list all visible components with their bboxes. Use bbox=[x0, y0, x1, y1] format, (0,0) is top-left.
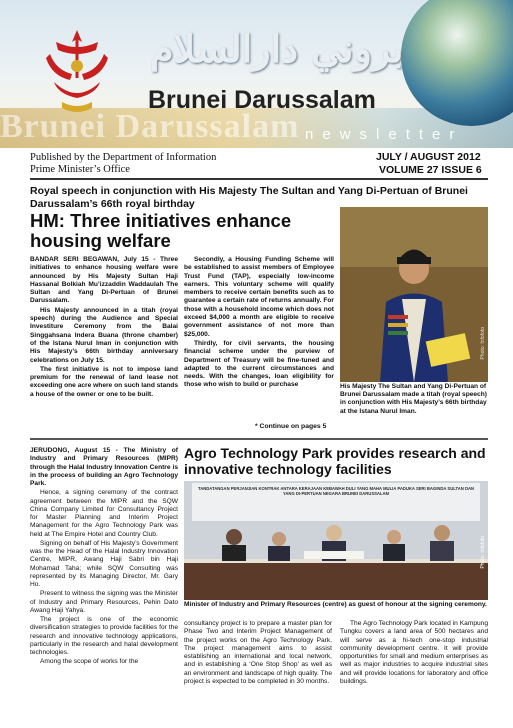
ghost-title: Brunei Darussalam bbox=[0, 108, 300, 145]
royal-portrait-photo bbox=[340, 207, 488, 382]
paragraph: Signing on behalf of His Majesty’s Government was the the Head of the Halal Industry Innovation Centre, MIPR, Awang Haji Sabri bin Haji Mohamad Taha; while SQW Consulting was represented by its Managing Director, Mr. Gary Ho. bbox=[30, 539, 178, 588]
paragraph: Among the scope of works for the bbox=[40, 658, 139, 666]
photo-credit: Photo: Infofoto bbox=[480, 327, 486, 360]
story2-column-2 bbox=[184, 620, 332, 687]
banner-text: TANDATANGAN PERJANJIAN KONTRAK ANTARA KERAJAAN KEBAWAH DULI YANG MAHA MULIA PADUKA SERI BAGINDA SULTAN DAN YANG DI-PERTUAN NEGARA BRUNEI DARUSSALAM bbox=[197, 486, 475, 497]
paragraph: consultancy project is to prepare a master plan for Phase Two and Interim Project Management of the project works on the Agro Technology Park. The project management aims to assist establishing an international and local network, and in establishing a ‘One Stop Shop’ as well as an environment and landscape of high quality. The project is expected to be completed in 30 months. bbox=[184, 620, 332, 686]
story1-column-1 bbox=[30, 256, 178, 400]
story1-column-2 bbox=[184, 256, 334, 391]
story2-column-3 bbox=[340, 620, 488, 687]
divider-rule bbox=[30, 438, 488, 440]
paragraph: Secondly, a Housing Funding Scheme will be established to assist members of Employee Trust Fund (TAP), especially low-income earners. This voluntary scheme will qualify members to receive certain benefits such as to guarantee a certain rate of returns annually. For those with a household income which does not exceed $4,000 a month are eligible to receive government assistance of not more than $25,000. bbox=[184, 256, 334, 338]
paragraph: The project is one of the economic diversification strategies to provide facilities for the research and innovative technology applications, particularly in the research and halal development technologies. bbox=[30, 616, 178, 656]
sultan-figure-icon bbox=[340, 207, 488, 382]
signing-scene-icon bbox=[184, 481, 488, 600]
continue-note: * Continue on pages 5 bbox=[255, 423, 327, 430]
photo-caption: Minister of Industry and Primary Resources (centre) as guest of honour at the signing ceremony. bbox=[184, 601, 487, 608]
dateline: JERUDONG, August 15 - The Ministry of Industry and Primary Resources (MIPR) through the Halal Industry Innovation Centre is in the process of building an Agro Technology Park. bbox=[30, 447, 178, 487]
volume-issue: VOLUME 27 ISSUE 6 bbox=[379, 164, 482, 176]
publisher-office: Prime Minister’s Office bbox=[30, 164, 130, 175]
paragraph: The Agro Technology Park located in Kampung Tungku covers a land area of 500 hectares and will serve as a hi-tech one-stop industrial community development centre. It will provide opportunities for small and medium enterprises as well as major industries to acquire industrial sites and will provide locations for laboratory and office buildings. bbox=[340, 620, 488, 686]
paragraph: Thirdly, for civil servants, the housing financial scheme under the purview of Department of Treasury will be fine-tuned and adapted to the current circumstances and needs. With the changes, loan eligibility for those who wish to build or purchase bbox=[184, 339, 334, 389]
photo-caption: His Majesty The Sultan and Yang Di-Pertuan of Brunei Darussalam made a titah (royal speech) in conjunction with His Majesty’s 66th birthday at the Istana Nurul Iman. bbox=[340, 383, 487, 415]
arabic-title: بروني دارالسلام bbox=[150, 26, 404, 71]
divider-rule bbox=[30, 178, 488, 180]
newsletter-label: newsletter bbox=[305, 126, 464, 143]
masthead bbox=[0, 0, 513, 148]
publisher-line: Published by the Department of Information bbox=[30, 152, 217, 163]
story-headline: HM: Three initiatives enhance housing welfare bbox=[30, 210, 292, 251]
paragraph: Present to witness the signing was the Minister of Industry and Primary Resources, Pehin Dato Awang Haji Yahya. bbox=[30, 590, 178, 614]
story-headline: Agro Technology Park provides research and innovative technology facilities bbox=[184, 445, 486, 477]
paragraph: Hence, a signing ceremony of the contract agreement between the MIPR and the SQW China Company Limited for Consultancy Project for Master Planning and Interim Project Management for the Agro Technology Park was held at The Empire Hotel and Country Club. bbox=[30, 489, 178, 538]
signing-ceremony-photo bbox=[184, 481, 488, 600]
paragraph: His Majesty announced in a titah (royal speech) during the Audience and Special Investiture Ceremony from the Balai Singgahsana Indera Buana (throne chamber) of the Istana Nurul Iman in conjunction with His Majesty’s 66th birthday anniversary celebrations on July 15. bbox=[30, 306, 178, 364]
masthead-title: Brunei Darussalam bbox=[148, 86, 376, 114]
paragraph: The first initiative is not to impose land premium for the renewal of land lease not exceeding one acre where on such land stands a house of the owner or one to be built. bbox=[30, 365, 178, 398]
paragraph bbox=[30, 447, 178, 488]
paragraph: BANDAR SERI BEGAWAN, July 15 - Three initiatives to enhance housing welfare were announced by His Majesty Sultan Haji Hassanal Bolkiah Mu’izzaddin Waddaulah The Sultan and Yang Di-Pertuan of Brunei Darussalam. bbox=[30, 256, 178, 305]
story2-column-1 bbox=[30, 447, 178, 668]
issue-date: JULY / AUGUST 2012 bbox=[376, 151, 481, 163]
story-kicker: Royal speech in conjunction with His Majesty The Sultan and Yang Di-Pertuan of Brunei Darussalam’s 66th royal birthday bbox=[30, 185, 468, 210]
photo-credit: Photo: Infofoto bbox=[480, 536, 486, 569]
